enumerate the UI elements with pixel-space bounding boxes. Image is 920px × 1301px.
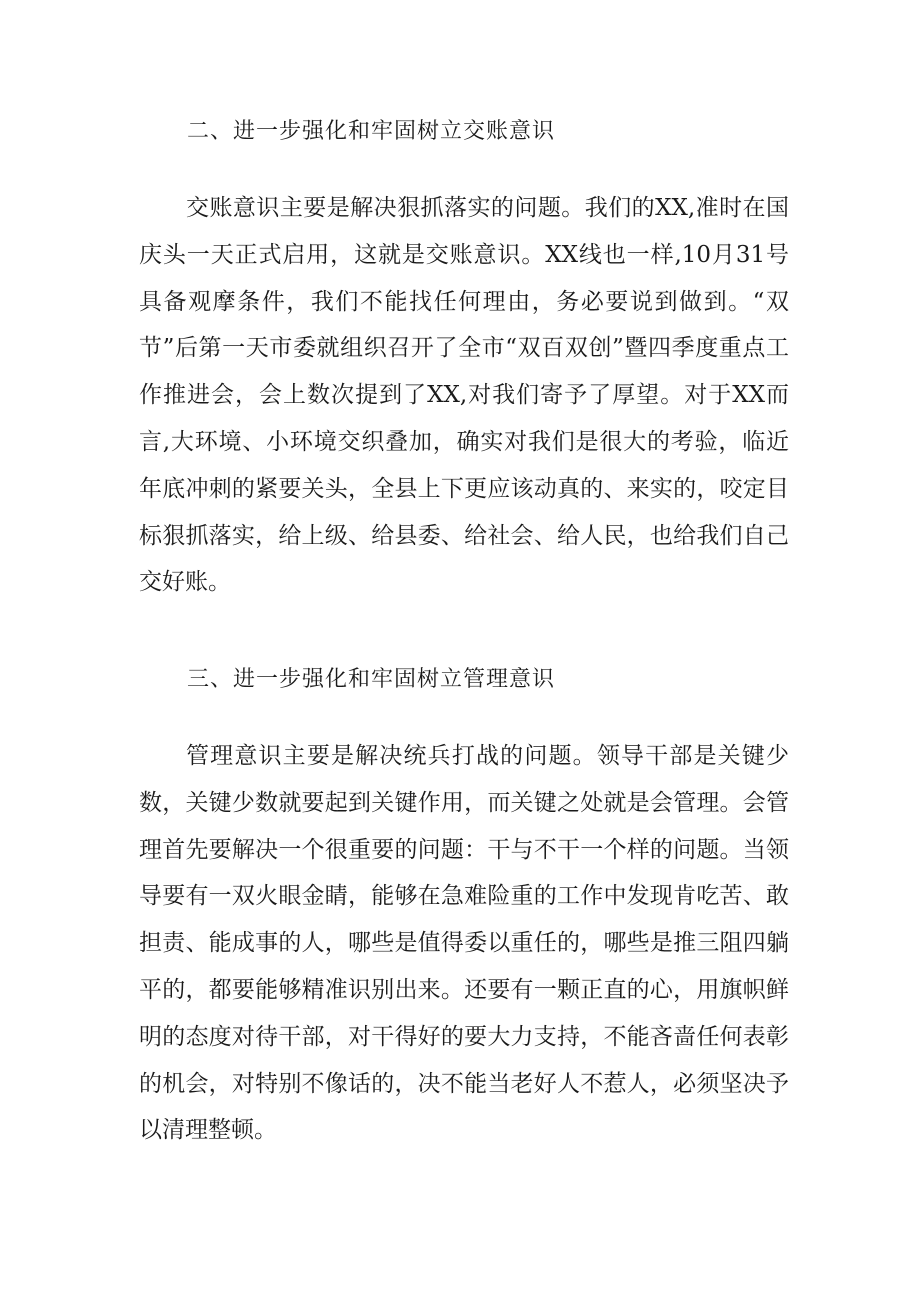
section-paragraph-management: 管理意识主要是解决统兵打战的问题。领导干部是关键少数，关键少数就要起到关键作用，而关键之处就是会管理。会管理首先要解决一个很重要的问题：干与不干一个样的问题。当领导要有一双火眼金睛，能够在急难险重的工作中发现肯吃苦、敢担责、能成事的人，哪些是值得委以重任的，哪些是推三阻四躺平的，都要能够精准识别出来。还要有一颗正直的心，用旗帜鲜明的态度对待干部，对干得好的要大力支持，不能吝啬任何表彰的机会，对特别不像话的，决不能当老好人不惹人，必须坚决予以清理整顿。 (139, 743, 789, 1144)
section-heading-accountability: 二、进一步强化和牢固树立交账意识 (187, 119, 556, 144)
section-paragraph-accountability: 交账意识主要是解决狠抓落实的问题。我们的XX,准时在国庆头一天正式启用，这就是交账意识。XX线也一样,10月31号具备观摩条件，我们不能找任何理由，务必要说到做到。“双节”后第一天市委就组织召开了全市“双百双创”暨四季度重点工作推进会，会上数次提到了XX,对我们寄予了厚望。对于XX而言,大环境、小环境交织叠加，确实对我们是很大的考验，临近年底冲刺的紧要关头，全县上下更应该动真的、来实的，咬定目标狠抓落实，给上级、给县委、给社会、给人民，也给我们自己交好账。 (139, 195, 789, 596)
section-heading-management: 三、进一步强化和牢固树立管理意识 (187, 667, 556, 692)
